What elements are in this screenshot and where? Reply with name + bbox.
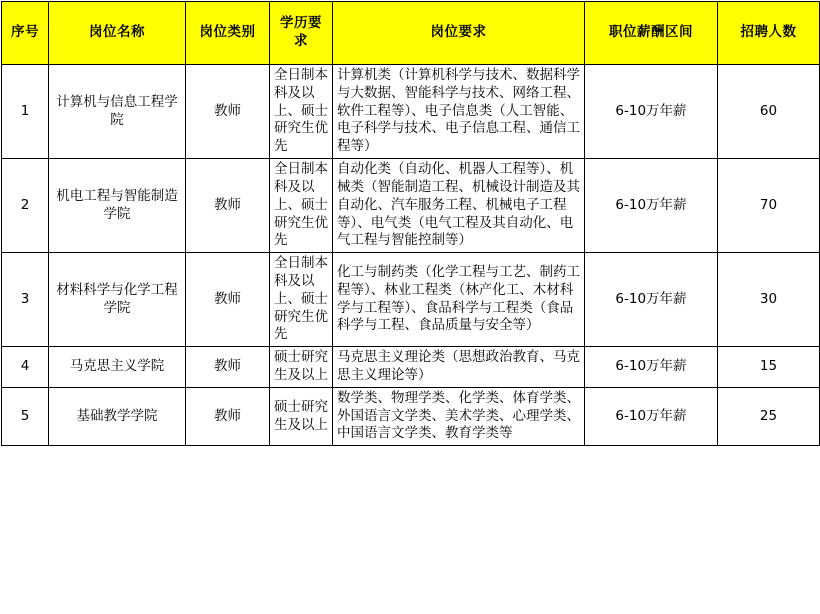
column-header-requirement: 岗位要求: [333, 2, 585, 65]
cell-index: 1: [2, 65, 49, 159]
cell-position-type: 教师: [186, 65, 270, 159]
recruitment-table: [1, 1, 820, 446]
table-row: [2, 347, 820, 388]
cell-salary: 6-10万年薪: [585, 387, 718, 445]
cell-position-type: 教师: [186, 159, 270, 253]
table-header-row: [2, 2, 820, 65]
cell-position-name: 计算机与信息工程学院: [49, 65, 186, 159]
cell-index: 4: [2, 347, 49, 388]
cell-requirement: 数学类、物理学类、化学类、体育学类、外国语言文学类、美术学类、心理学类、中国语言文学类、教育学类等: [333, 387, 585, 445]
cell-education: 硕士研究生及以上: [270, 347, 333, 388]
table-row: [2, 159, 820, 253]
column-header-position-type: 岗位类别: [186, 2, 270, 65]
column-header-salary: 职位薪酬区间: [585, 2, 718, 65]
cell-headcount: 15: [718, 347, 820, 388]
cell-index: 2: [2, 159, 49, 253]
cell-index: 5: [2, 387, 49, 445]
cell-index: 3: [2, 253, 49, 347]
cell-requirement: 自动化类（自动化、机器人工程等）、机械类（智能制造工程、机械设计制造及其自动化、汽车服务工程、机械电子工程等）、电气类（电气工程及其自动化、电气工程与智能控制等）: [333, 159, 585, 253]
cell-position-name: 材料科学与化学工程学院: [49, 253, 186, 347]
cell-headcount: 60: [718, 65, 820, 159]
cell-salary: 6-10万年薪: [585, 65, 718, 159]
cell-salary: 6-10万年薪: [585, 159, 718, 253]
cell-requirement: 化工与制药类（化学工程与工艺、制药工程等）、林业工程类（林产化工、木材科学与工程等）、食品科学与工程类（食品科学与工程、食品质量与安全等）: [333, 253, 585, 347]
column-header-education: 学历要求: [270, 2, 333, 65]
cell-position-name: 马克思主义学院: [49, 347, 186, 388]
cell-requirement: 计算机类（计算机科学与技术、数据科学与大数据、智能科学与技术、网络工程、软件工程等）、电子信息类（人工智能、电子科学与技术、电子信息工程、通信工程等）: [333, 65, 585, 159]
cell-position-name: 机电工程与智能制造学院: [49, 159, 186, 253]
cell-salary: 6-10万年薪: [585, 347, 718, 388]
cell-requirement: 马克思主义理论类（思想政治教育、马克思主义理论等）: [333, 347, 585, 388]
cell-headcount: 70: [718, 159, 820, 253]
cell-position-type: 教师: [186, 387, 270, 445]
cell-education: 全日制本科及以上、硕士研究生优先: [270, 159, 333, 253]
column-header-headcount: 招聘人数: [718, 2, 820, 65]
cell-position-type: 教师: [186, 347, 270, 388]
cell-position-type: 教师: [186, 253, 270, 347]
table-row: [2, 387, 820, 445]
cell-position-name: 基础教学学院: [49, 387, 186, 445]
cell-education: 硕士研究生及以上: [270, 387, 333, 445]
cell-education: 全日制本科及以上、硕士研究生优先: [270, 253, 333, 347]
table-row: [2, 65, 820, 159]
cell-education: 全日制本科及以上、硕士研究生优先: [270, 65, 333, 159]
column-header-index: 序号: [2, 2, 49, 65]
column-header-position-name: 岗位名称: [49, 2, 186, 65]
cell-salary: 6-10万年薪: [585, 253, 718, 347]
cell-headcount: 25: [718, 387, 820, 445]
cell-headcount: 30: [718, 253, 820, 347]
table-row: [2, 253, 820, 347]
